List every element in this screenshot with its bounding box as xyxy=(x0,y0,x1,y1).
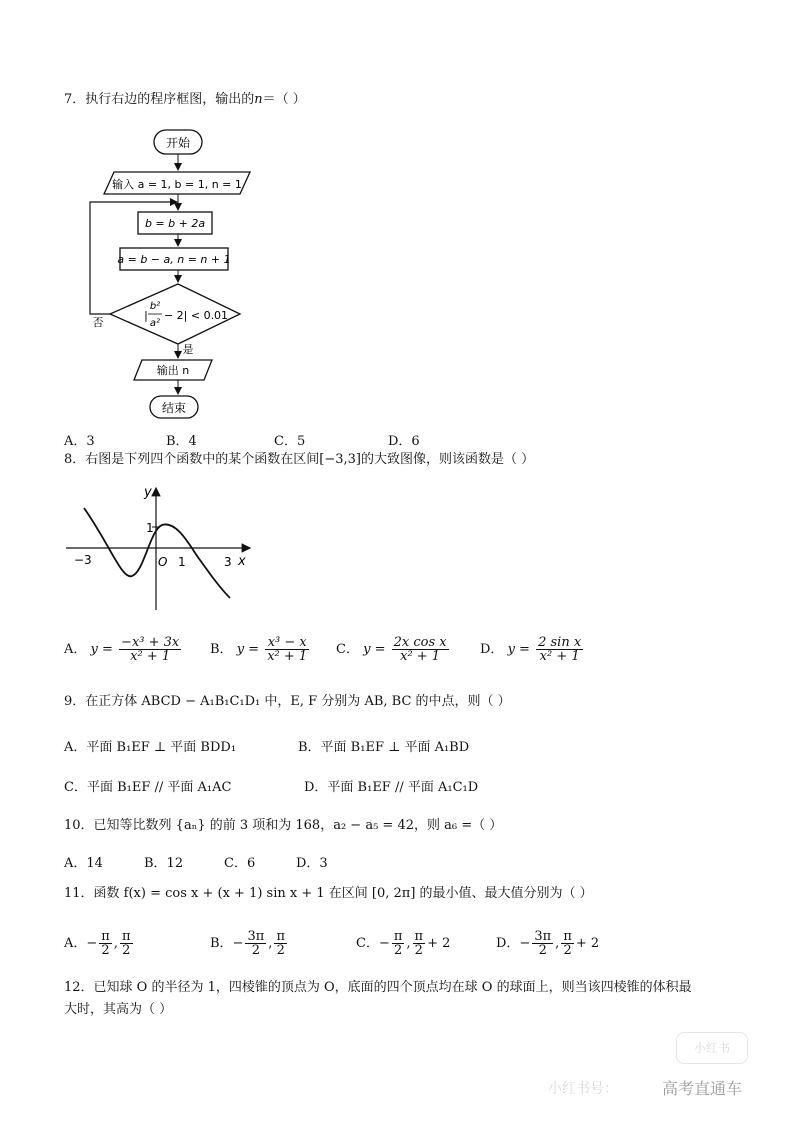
q7-option-d[interactable]: D．6 xyxy=(388,434,420,449)
q10-option-d[interactable]: D．3 xyxy=(296,856,328,871)
question-11-stem: 11．函数 f(x) = cos x + (x + 1) sin x + 1 在区间 [0, 2π] 的最小值、最大值分别为（ ） xyxy=(64,886,593,901)
q7-option-c[interactable]: C．5 xyxy=(274,434,306,449)
graph-tick-1: 1 xyxy=(178,555,186,569)
flow-step1-label: b = b + 2a xyxy=(144,217,206,230)
watermark-badge: 小红书 xyxy=(676,1032,748,1064)
q9-option-a[interactable]: A．平面 B₁EF ⊥ 平面 BDD₁ xyxy=(64,740,237,755)
q8-option-a[interactable]: A． y = $\frac{\text{−x³ + 3x}}{\text{x² + 1}}$ xyxy=(64,635,180,664)
question-10-stem: 10．已知等比数列 {aₙ} 的前 3 项和为 168，a₂ − a₅ = 42，则 a₆ =（ ） xyxy=(64,818,503,833)
flow-condition-rest: − 2| < 0.01 xyxy=(163,309,229,322)
q10-option-a[interactable]: A．14 xyxy=(64,856,103,871)
q8-option-d[interactable]: D． y = $\frac{\text{2 sin x}}{\text{x² + 1}}$ xyxy=(480,635,582,664)
graph-curve xyxy=(84,508,230,598)
flow-step2-label: a = b − a, n = n + 1 xyxy=(117,253,231,266)
flow-yes-label: 是 xyxy=(182,343,194,356)
flow-condition-bar: | xyxy=(144,309,148,322)
q7-option-a[interactable]: A．3 xyxy=(64,434,95,449)
question-7-stem: 7．执行右边的程序框图，输出的n＝（ ） xyxy=(64,92,306,107)
flow-start-label: 开始 xyxy=(165,136,191,150)
flow-input-label: 输入 a = 1, b = 1, n = 1 xyxy=(112,178,242,191)
q9-option-d[interactable]: D．平面 B₁EF // 平面 A₁C₁D xyxy=(304,780,479,795)
question-9-stem: 9．在正方体 ABCD − A₁B₁C₁D₁ 中，E, F 分别为 AB, BC 的中点，则（ ） xyxy=(64,694,511,709)
graph-tick-3: 3 xyxy=(224,555,232,569)
graph-tick-y1: 1 xyxy=(146,521,154,535)
question-12-line-2: 大时，其高为（ ） xyxy=(64,1002,173,1017)
flowchart xyxy=(80,126,260,426)
question-12-line-1: 12．已知球 O 的半径为 1，四棱锥的顶点为 O，底面的四个顶点均在球 O 的球面上，则当该四棱锥的体积最 xyxy=(64,980,692,995)
question-8-stem: 8．右图是下列四个函数中的某个函数在区间[−3,3]的大致图像，则该函数是（ ） xyxy=(64,452,535,467)
flow-output-label: 输出 n xyxy=(156,364,190,377)
flow-no-label: 否 xyxy=(92,316,104,329)
q11-option-a[interactable]: A．− $\frac{\pi}{2}$ , $\frac{\pi}{2}$ xyxy=(64,929,131,958)
graph-x-label: x xyxy=(238,554,246,569)
q8-option-c[interactable]: C． y = $\frac{\text{2x cos x}}{\text{x² + 1}}$ xyxy=(336,635,447,664)
flow-condition-den: a² xyxy=(149,318,161,329)
watermark-text: 小红书号： xyxy=(548,1081,618,1097)
graph-y-label: y xyxy=(144,485,152,500)
q11-option-c[interactable]: C．− $\frac{\pi}{2}$ , $\frac{\pi}{2}$ + 2 xyxy=(356,929,451,958)
q11-option-b[interactable]: B．− $\frac{3\pi}{2}$ , $\frac{\pi}{2}$ xyxy=(210,929,285,958)
watermark-brand: 高考直通车 xyxy=(662,1079,743,1098)
function-graph xyxy=(60,480,260,615)
q10-option-c[interactable]: C．6 xyxy=(224,856,256,871)
q7-option-b[interactable]: B．4 xyxy=(166,434,197,449)
flow-condition-num: b² xyxy=(149,301,161,312)
graph-tick-neg3: −3 xyxy=(74,553,92,567)
q10-option-b[interactable]: B．12 xyxy=(144,856,184,871)
q9-option-b[interactable]: B．平面 B₁EF ⊥ 平面 A₁BD xyxy=(298,740,470,755)
q9-option-c[interactable]: C．平面 B₁EF // 平面 A₁AC xyxy=(64,780,232,795)
q8-option-b[interactable]: B． y = $\frac{\text{x³ − x}}{\text{x² + 1}}$ xyxy=(210,635,308,664)
flow-end-label: 结束 xyxy=(161,401,187,415)
graph-origin-label: O xyxy=(158,555,168,569)
q11-option-d[interactable]: D．− $\frac{3\pi}{2}$ , $\frac{\pi}{2}$ + 2 xyxy=(496,929,600,958)
